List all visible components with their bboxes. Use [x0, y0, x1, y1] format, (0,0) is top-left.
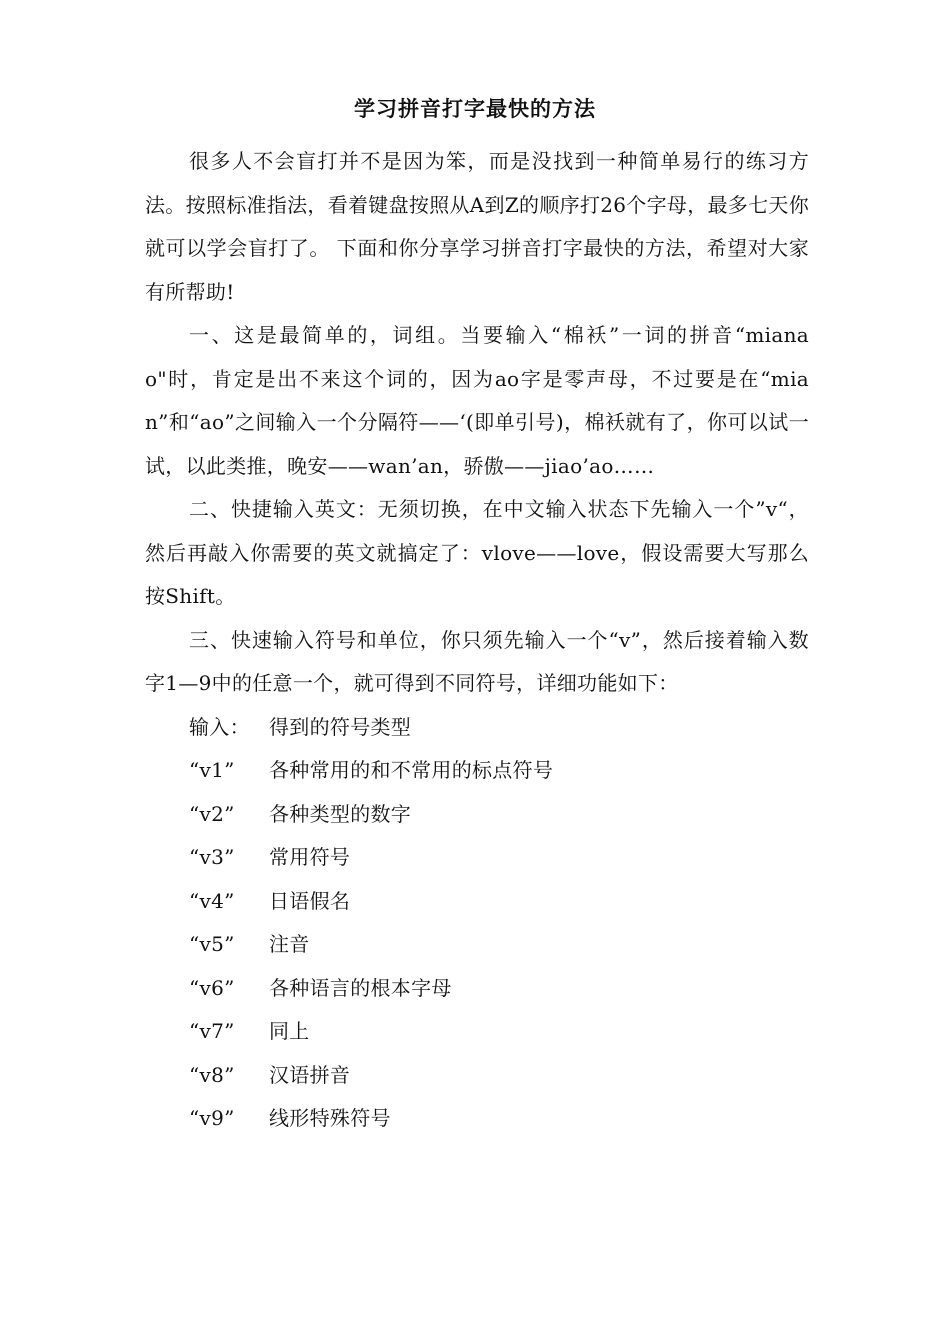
row-desc: 线形特殊符号	[269, 1106, 391, 1130]
row-desc: 日语假名	[269, 888, 351, 913]
paragraph-tip-1: 一、这是最简单的，词组。当要输入“棉袄”一词的拼音“mianao"时，肯定是出不来这个词的，因为ao字是零声母，不过要是在“mian”和“ao”之间输入一个分隔符——‘(即单引号)，棉袄就有了，你可以试一试，以此类推，晚安——wan’an，骄傲——jiao’ao……	[145, 323, 809, 478]
row-code: “v9”	[189, 1106, 235, 1130]
row-code: “v4”	[189, 888, 235, 913]
table-row	[145, 880, 809, 924]
table-row	[145, 1010, 809, 1054]
header-input: 输入：	[189, 714, 250, 739]
row-desc: 常用符号	[269, 845, 351, 869]
paragraph-tip-3: 三、快速输入符号和单位，你只须先输入一个“v”，然后接着输入数字1—9中的任意一个，就可得到不同符号，详细功能如下：	[145, 627, 809, 695]
table-row	[145, 793, 809, 837]
row-desc: 注音	[269, 932, 310, 956]
row-desc: 各种语言的根本字母	[269, 975, 452, 1000]
row-code: “v8”	[189, 1062, 235, 1087]
table-row	[145, 923, 809, 967]
row-code: “v6”	[189, 975, 235, 1000]
row-desc: 同上	[269, 1019, 310, 1043]
paragraph-tip-2: 二、快捷输入英文：无须切换，在中文输入状态下先输入一个”v“，然后再敲入你需要的英文就搞定了：vlove——love，假设需要大写那么按Shift。	[145, 497, 809, 608]
document-title: 学习拼音打字最快的方法	[354, 97, 596, 121]
header-result-type: 得到的符号类型	[269, 714, 412, 739]
row-desc: 汉语拼音	[269, 1062, 351, 1087]
table-row	[145, 749, 809, 793]
row-desc: 各种常用的和不常用的标点符号	[269, 758, 554, 782]
paragraph-intro: 很多人不会盲打并不是因为笨，而是没找到一种简单易行的练习方法。按照标准指法，看着键盘按照从A到Z的顺序打26个字母，最多七天你就可以学会盲打了。 下面和你分享学习拼音打字最快的方法，希望对大家有所帮助!	[145, 149, 809, 304]
row-code: “v1”	[189, 758, 235, 782]
row-desc: 各种类型的数字	[269, 801, 412, 826]
table-row	[145, 1054, 809, 1098]
table-row	[145, 967, 809, 1011]
row-code: “v7”	[189, 1019, 235, 1043]
row-code: “v3”	[189, 845, 235, 869]
row-code: “v5”	[189, 932, 235, 956]
symbol-table	[145, 706, 809, 1141]
table-row	[145, 1097, 809, 1141]
symbol-table-header	[145, 706, 809, 750]
row-code: “v2”	[189, 801, 235, 826]
document-body	[145, 140, 809, 1141]
table-row	[145, 836, 809, 880]
